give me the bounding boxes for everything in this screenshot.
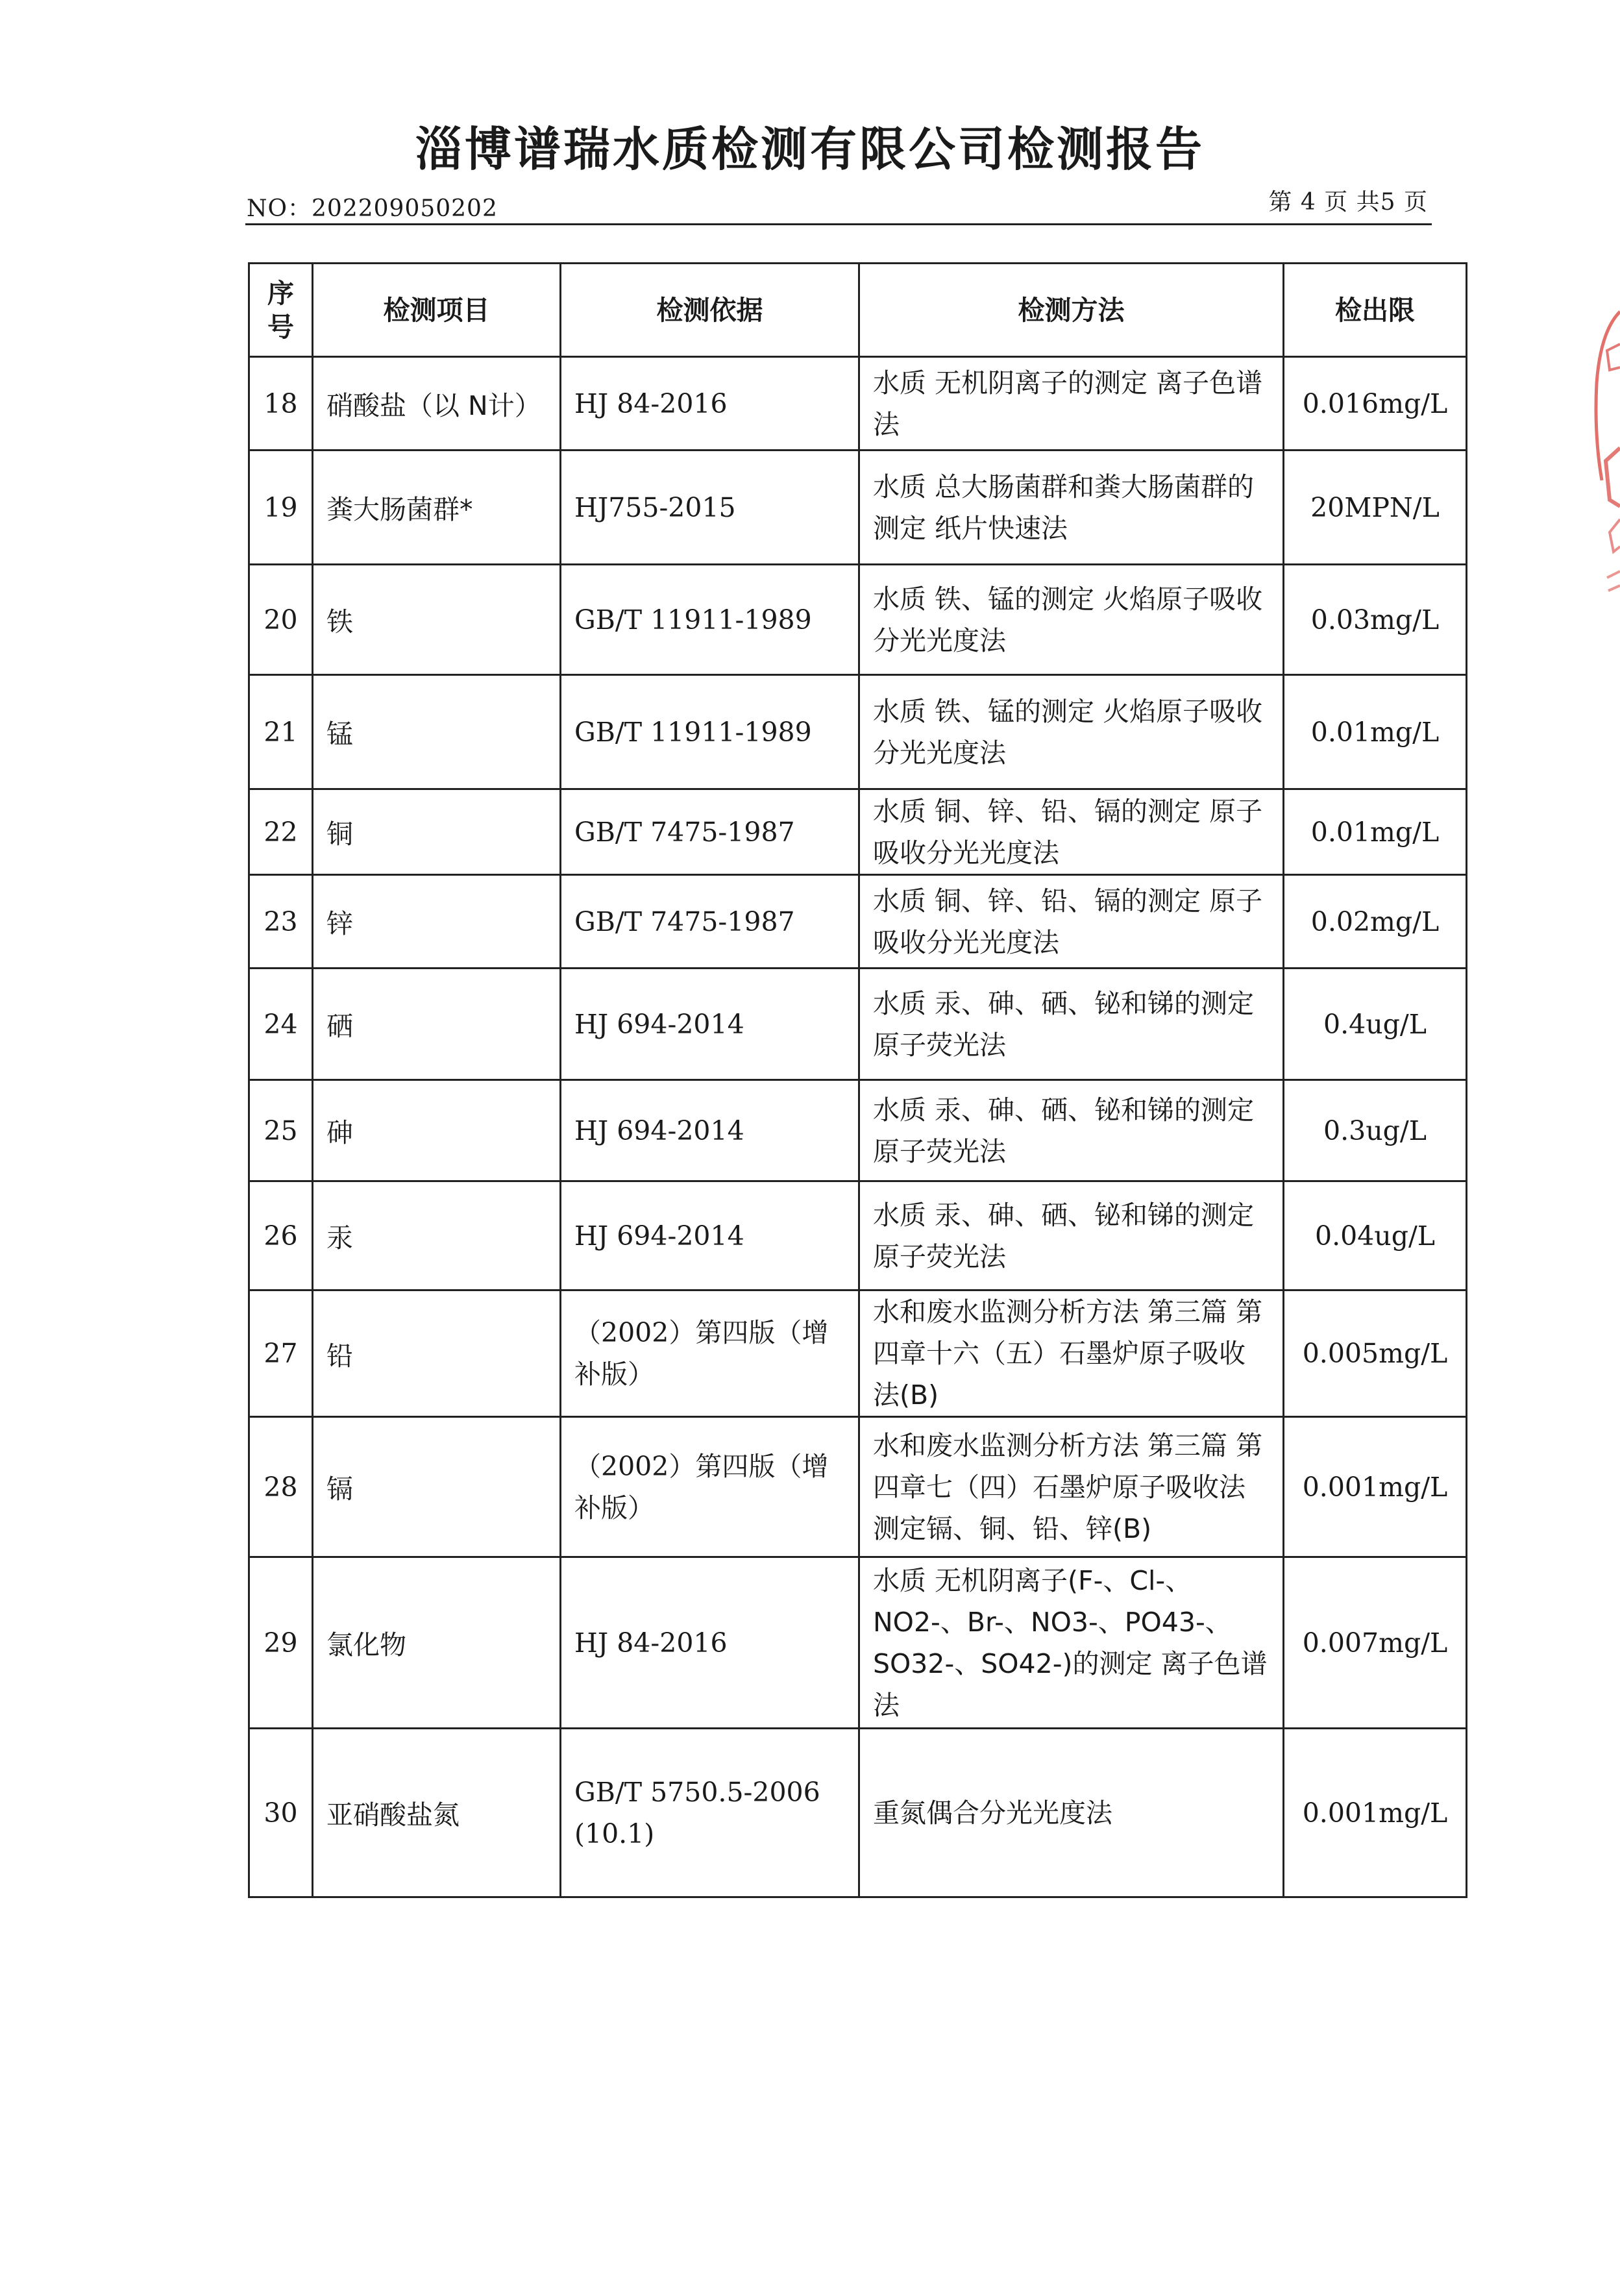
row-limit: 0.03mg/L	[1284, 565, 1467, 675]
table-row	[249, 875, 1467, 969]
row-limit: 0.01mg/L	[1284, 789, 1467, 875]
row-no: 29	[249, 1557, 313, 1729]
table-row	[249, 1181, 1467, 1290]
row-limit: 0.04ug/L	[1284, 1181, 1467, 1290]
row-basis: GB/T 7475-1987	[561, 875, 859, 969]
row-basis: GB/T 11911-1989	[561, 675, 859, 789]
row-method: 水质 铜、锌、铅、镉的测定 原子吸收分光光度法	[859, 875, 1284, 969]
seal-stamp-graphic	[1588, 305, 1620, 656]
row-no: 25	[249, 1080, 313, 1181]
table-row	[249, 357, 1467, 451]
header-divider	[245, 223, 1432, 225]
row-item: 汞	[313, 1181, 561, 1290]
row-method: 水质 汞、砷、硒、铋和锑的测定 原子荧光法	[859, 1181, 1284, 1290]
table-row	[249, 969, 1467, 1080]
row-no: 22	[249, 789, 313, 875]
page-indicator: 第 4 页 共5 页	[1268, 189, 1428, 216]
table-header-row	[249, 264, 1467, 357]
row-limit: 0.007mg/L	[1284, 1557, 1467, 1729]
row-basis: GB/T 7475-1987	[561, 789, 859, 875]
row-limit: 0.016mg/L	[1284, 357, 1467, 451]
row-basis: GB/T 5750.5-2006 (10.1)	[561, 1729, 859, 1897]
row-method: 水和废水监测分析方法 第三篇 第四章七（四）石墨炉原子吸收法测定镉、铜、铅、锌(B)	[859, 1417, 1284, 1557]
row-item: 锰	[313, 675, 561, 789]
row-limit: 20MPN/L	[1284, 451, 1467, 565]
row-method: 水质 铁、锰的测定 火焰原子吸收分光光度法	[859, 565, 1284, 675]
seal-stamp-edge	[1588, 305, 1620, 656]
row-limit: 0.3ug/L	[1284, 1080, 1467, 1181]
row-basis: HJ 694-2014	[561, 969, 859, 1080]
row-limit: 0.001mg/L	[1284, 1417, 1467, 1557]
row-basis: GB/T 11911-1989	[561, 565, 859, 675]
row-item: 锌	[313, 875, 561, 969]
row-basis: HJ 84-2016	[561, 357, 859, 451]
row-basis: HJ755-2015	[561, 451, 859, 565]
row-item: 砷	[313, 1080, 561, 1181]
row-basis: HJ 694-2014	[561, 1181, 859, 1290]
row-no: 23	[249, 875, 313, 969]
table-row	[249, 1290, 1467, 1417]
row-limit: 0.001mg/L	[1284, 1729, 1467, 1897]
row-no: 19	[249, 451, 313, 565]
row-method: 水质 汞、砷、硒、铋和锑的测定 原子荧光法	[859, 969, 1284, 1080]
row-limit: 0.02mg/L	[1284, 875, 1467, 969]
row-method: 水和废水监测分析方法 第三篇 第四章十六（五）石墨炉原子吸收法(B)	[859, 1290, 1284, 1417]
table-row	[249, 565, 1467, 675]
row-limit: 0.4ug/L	[1284, 969, 1467, 1080]
header-basis: 检测依据	[561, 264, 859, 357]
table-row	[249, 1557, 1467, 1729]
row-item: 铁	[313, 565, 561, 675]
row-limit: 0.01mg/L	[1284, 675, 1467, 789]
test-items-table	[248, 262, 1467, 1898]
row-basis: HJ 84-2016	[561, 1557, 859, 1729]
table-row	[249, 1417, 1467, 1557]
table-row	[249, 1729, 1467, 1897]
row-method: 水质 铜、锌、铅、镉的测定 原子吸收分光光度法	[859, 789, 1284, 875]
header-no: 序号	[249, 264, 313, 357]
row-no: 30	[249, 1729, 313, 1897]
row-item: 硒	[313, 969, 561, 1080]
row-no: 20	[249, 565, 313, 675]
row-no: 21	[249, 675, 313, 789]
row-no: 27	[249, 1290, 313, 1417]
row-limit: 0.005mg/L	[1284, 1290, 1467, 1417]
row-item: 镉	[313, 1417, 561, 1557]
row-method: 重氮偶合分光光度法	[859, 1729, 1284, 1897]
row-item: 硝酸盐（以 N计）	[313, 357, 561, 451]
row-no: 26	[249, 1181, 313, 1290]
row-item: 铅	[313, 1290, 561, 1417]
row-method: 水质 汞、砷、硒、铋和锑的测定 原子荧光法	[859, 1080, 1284, 1181]
row-method: 水质 总大肠菌群和粪大肠菌群的测定 纸片快速法	[859, 451, 1284, 565]
row-basis: （2002）第四版（增补版）	[561, 1417, 859, 1557]
row-method: 水质 无机阴离子的测定 离子色谱法	[859, 357, 1284, 451]
report-title: 淄博谱瑞水质检测有限公司检测报告	[415, 122, 1205, 177]
row-no: 24	[249, 969, 313, 1080]
table-row	[249, 1080, 1467, 1181]
row-no: 18	[249, 357, 313, 451]
row-no: 28	[249, 1417, 313, 1557]
row-method: 水质 无机阴离子(F-、Cl-、NO2-、Br-、NO3-、PO43-、SO32-、SO42-)的测定 离子色谱法	[859, 1557, 1284, 1729]
table-row	[249, 675, 1467, 789]
row-item: 氯化物	[313, 1557, 561, 1729]
report-number: NO：202209050202	[247, 195, 498, 222]
row-item: 亚硝酸盐氮	[313, 1729, 561, 1897]
row-basis: （2002）第四版（增补版）	[561, 1290, 859, 1417]
row-basis: HJ 694-2014	[561, 1080, 859, 1181]
row-method: 水质 铁、锰的测定 火焰原子吸收分光光度法	[859, 675, 1284, 789]
header-item: 检测项目	[313, 264, 561, 357]
row-item: 粪大肠菌群*	[313, 451, 561, 565]
table-row	[249, 789, 1467, 875]
table-row	[249, 451, 1467, 565]
header-limit: 检出限	[1284, 264, 1467, 357]
row-item: 铜	[313, 789, 561, 875]
header-method: 检测方法	[859, 264, 1284, 357]
